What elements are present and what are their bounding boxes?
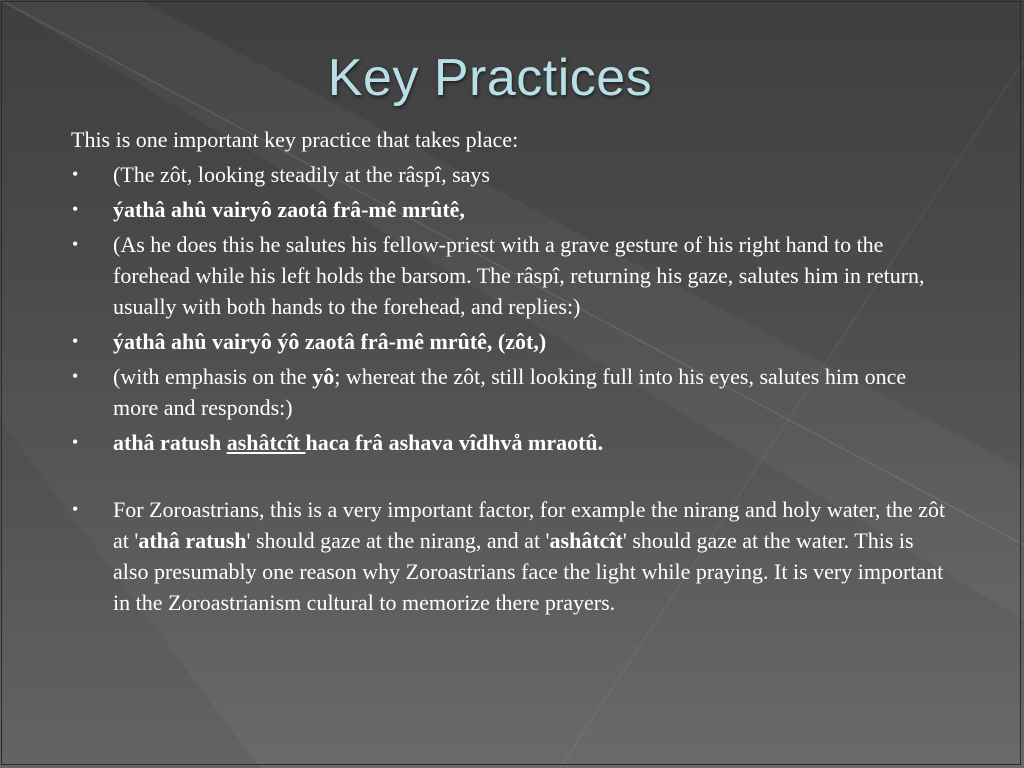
list-item-text-part: athâ ratush xyxy=(113,430,227,455)
list-item-text-part: For Zoroastrians, this is a very important factor, for example the nirang and holy water, the zôt at ' xyxy=(113,497,946,553)
list-item-text: (The zôt, looking steadily at the râspî, says xyxy=(113,162,490,187)
list-item xyxy=(71,229,951,322)
bullet-icon: • xyxy=(72,199,79,219)
bullet-icon: • xyxy=(72,234,79,254)
list-item-text-part: (with emphasis on the xyxy=(113,364,313,389)
list-item-text-part: ' should gaze at the nirang, and at ' xyxy=(246,528,550,553)
list-item-text: ýathâ ahû vairyô zaotâ frâ-mê mrûtê, xyxy=(113,197,465,222)
list-item-text-part: haca frâ ashava vîdhvå mraotû. xyxy=(305,430,604,455)
list-item xyxy=(71,194,951,225)
list-item xyxy=(71,494,951,618)
list-item-text-part: ' should gaze at the water. This is also presumably one reason why Zoroastrians face the light while praying. It is very important in the Zoroastrianism cultural to memorize there prayers. xyxy=(113,528,944,615)
list-item xyxy=(71,159,951,190)
slide-body xyxy=(71,124,951,622)
emphasis-text: yô xyxy=(312,364,335,389)
list-item-text: (As he does this he salutes his fellow-priest with a grave gesture of his right hand to the forehead while his left holds the barsom. The râspî, returning his gaze, salutes him in return, usually with both hands to the forehead, and replies:) xyxy=(113,232,925,319)
bullet-icon: • xyxy=(72,366,79,386)
emphasis-text: ashâtcît xyxy=(549,528,623,553)
bullet-icon: • xyxy=(72,164,79,184)
intro-text: This is one important key practice that takes place: xyxy=(71,127,519,152)
list-item xyxy=(71,326,951,357)
emphasis-text: athâ ratush xyxy=(138,528,247,553)
bullet-icon: • xyxy=(72,432,79,452)
list-item-text-part: ; whereat the zôt, still looking full into his eyes, salutes him once more and responds:) xyxy=(113,364,907,420)
bullet-list xyxy=(71,159,951,618)
list-item xyxy=(71,361,951,423)
slide-title: Key Practices xyxy=(327,49,653,107)
list-item xyxy=(71,427,951,458)
list-item-text: ýathâ ahû vairyô ýô zaotâ frâ-mê mrûtê, (zôt,) xyxy=(113,329,547,354)
underlined-text: ashâtcît xyxy=(226,430,306,455)
bullet-icon: • xyxy=(72,331,79,351)
bullet-icon: • xyxy=(72,499,79,519)
